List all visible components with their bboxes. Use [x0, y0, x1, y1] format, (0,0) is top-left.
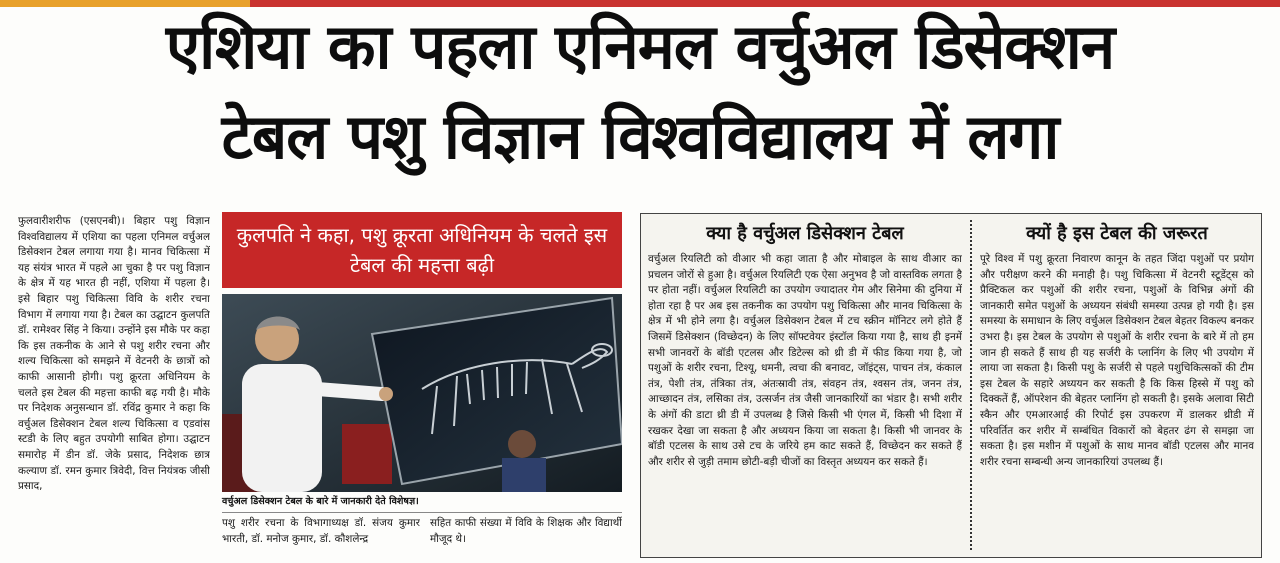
info-box-divider: [970, 220, 972, 550]
presenter-hand: [379, 387, 393, 401]
subhead-banner: [222, 212, 622, 288]
box-right-title: क्यों है इस टेबल की जरूरत: [1026, 223, 1208, 244]
red-chair-2: [342, 424, 392, 484]
caption-divider: [222, 512, 622, 513]
middle-bottom-text-a: पशु शरीर रचना के विभागाध्यक्ष डॉ. संजय कुमार भारती, डॉ. मनोज कुमार, डॉ. कौशलेन्द्र: [222, 517, 420, 545]
photo-caption: वर्चुअल डिसेक्शन टेबल के बारे में जानकारी देते विशेषज्ञ।: [222, 496, 419, 507]
left-column-text: फुलवारीशरीफ (एसएनबी)। बिहार पशु विज्ञान विश्वविद्यालय में एशिया का पहला एनिमल वर्चुअल डिसेक्शन टेबल लगाया गया है। मानव चिकित्सा में यह संयंत्र भारत में पहले आ चुका है पर पशु विज्ञान के क्षेत्र में यह भारत ही नहीं, एशिया में पहला है। इसे बिहार पशु चिकित्सा विवि के शरीर रचना विभाग में लगाया गया है। टेबल का उद्घाटन कुलपति डॉ. रामेश्वर सिंह ने किया। उन्होंने इस मौके पर कहा कि इस तकनीक के आने से पशु शरीर रचना और शल्य चिकित्सा को समझने में वेटनरी के छात्रों को काफी आसानी होगी। पशु क्रूरता अधिनियम के चलते इस टेबल की महत्ता काफी बढ़ गयी है। मौके पर निदेशक अनुसन्धान डॉ. रविंद्र कुमार ने कहा कि वर्चुअल डिसेक्शन टेबल शल्य चिकित्सा व एडवांस स्टडी के लिए बहुत उपयोगी साबित होगा। उद्घाटन समारोह में डीन डॉ. जेके प्रसाद, निदेशक छात्र कल्याण डॉ. रमन कुमार त्रिवेदी, वित्त नियंत्रक जीसी प्रसाद,: [18, 215, 210, 493]
audience-body: [502, 458, 546, 492]
box-left-title: क्या है वर्चुअल डिसेक्शन टेबल: [706, 223, 904, 244]
presenter-arm: [317, 389, 382, 394]
photo-illustration: [222, 294, 622, 492]
middle-bottom-text-b: सहित काफी संख्या में विवि के शिक्षक और विद्यार्थी मौजूद थे।: [430, 517, 622, 545]
top-bar-red-segment: [550, 0, 1280, 7]
presenter: [242, 364, 322, 492]
top-bar-orange-segment: [0, 0, 250, 7]
top-color-bar: [0, 0, 1280, 7]
audience-head: [508, 430, 536, 458]
headline-line-1: एशिया का पहला एनिमल वर्चुअल डिसेक्शन: [165, 10, 1115, 83]
headline-line-2: टेबल पशु विज्ञान विश्वविद्यालय में लगा: [221, 100, 1059, 173]
box-left-text: वर्चुअल रियलिटी को वीआर भी कहा जाता है और मोबाइल के साथ वीआर का प्रचलन जोरों से हुआ है। वर्चुअल रियलिटी एक ऐसा अनुभव है जो वास्तविक लगता है पर होता नहीं। वर्चुअल रियलिटी का उपयोग ज्यादातर गेम और सिनेमा की दुनिया में होता रहा है पर अब इस तकनीक का उपयोग पशु चिकित्सा और मानव चिकित्सा के क्षेत्र में भी होने लगा है। वर्चुअल डिसेक्शन टेबल में टच स्क्रीन मॉनिटर लगे होते हैं जिसमें डिसेक्शन (विच्छेदन) के लिए सॉफ्टवेयर इंस्टॉल किया गया है, साथ ही इनमें सभी जानवरों के बॉडी एटलस और डिटेल्स को थ्री डी में फीड किया गया है, जो पशुओं के शरीर रचना, टिश्यू, धमनी, त्वचा की बनावट, जॉइंट्स, पाचन तंत्र, कंकाल तंत्र, पेशी तंत्र, तंत्रिका तंत्र, अंतःस्रावी तंत्र, संवहन तंत्र, श्वसन तंत्र, जनन तंत्र, आच्छादन तंत्र, लसिका तंत्र, उत्सर्जन तंत्र जैसी जानकारियों का भंडार है। सभी शरीर के अंगों की डाटा थ्री डी में उपलब्ध है जिसे किसी भी एंगल में, किसी भी दिशा में रखकर देखा जा सकता है और अध्ययन किया जा सकता है। किसी भी जानवर के बॉडी एटलस के साथ उसे टच के जरिये हम काट सकते हैं, विच्छेदन कर सकते हैं और शरीर से जुड़ी तमाम छोटी-बड़ी चीजों का विस्तृत अध्ययन कर सकते हैं।: [648, 253, 962, 468]
subhead-text: कुलपति ने कहा, पशु क्रूरता अधिनियम के चलते इस टेबल की महत्ता बढ़ी: [236, 223, 608, 277]
news-photo: [222, 294, 622, 492]
top-bar-mid-segment: [250, 0, 550, 7]
box-right-text: पूरे विश्व में पशु क्रूरता निवारण कानून के तहत जिंदा पशुओं पर प्रयोग और परीक्षण करने की मनाही है। पशु चिकित्सा में वेटनरी स्टूडेंट्स को प्रैक्टिकल कर पशुओं की शरीर रचना, पशुओं के विभिन्न अंगों की जानकारी समेत पशुओं के अध्ययन संबंधी समस्या उत्पन्न हो गयी है। इस समस्या के समाधान के लिए वर्चुअल डिसेक्शन टेबल बेहतर विकल्प बनकर उभरा है। इस टेबल के उपयोग से पशुओं के शरीर रचना के बारे में तो हम जान ही सकते हैं साथ ही यह सर्जरी के प्लानिंग के लिए भी उपयोग में लाया जा सकता है। किसी पशु के सर्जरी से पहले पशुचिकित्सकों की टीम इस टेबल के सहारे अध्ययन कर सकती है कि किस हिस्से में पशु को दिक्कतें हैं, ऑपरेशन की बेहतर प्लानिंग हो सकती है। इसके अलावा सिटी स्कैन और एमआरआई की रिपोर्ट इस उपकरण में डालकर थ्रीडी में परिवर्तित कर शरीर में सम्बंधित विकारों को बेहतर ढंग से समझा जा सकता है। इस मशीन में पशुओं के साथ मानव बॉडी एटलस और मानव शरीर रचना सम्बन्धी अन्य जानकारियां उपलब्ध हैं।: [980, 253, 1254, 468]
